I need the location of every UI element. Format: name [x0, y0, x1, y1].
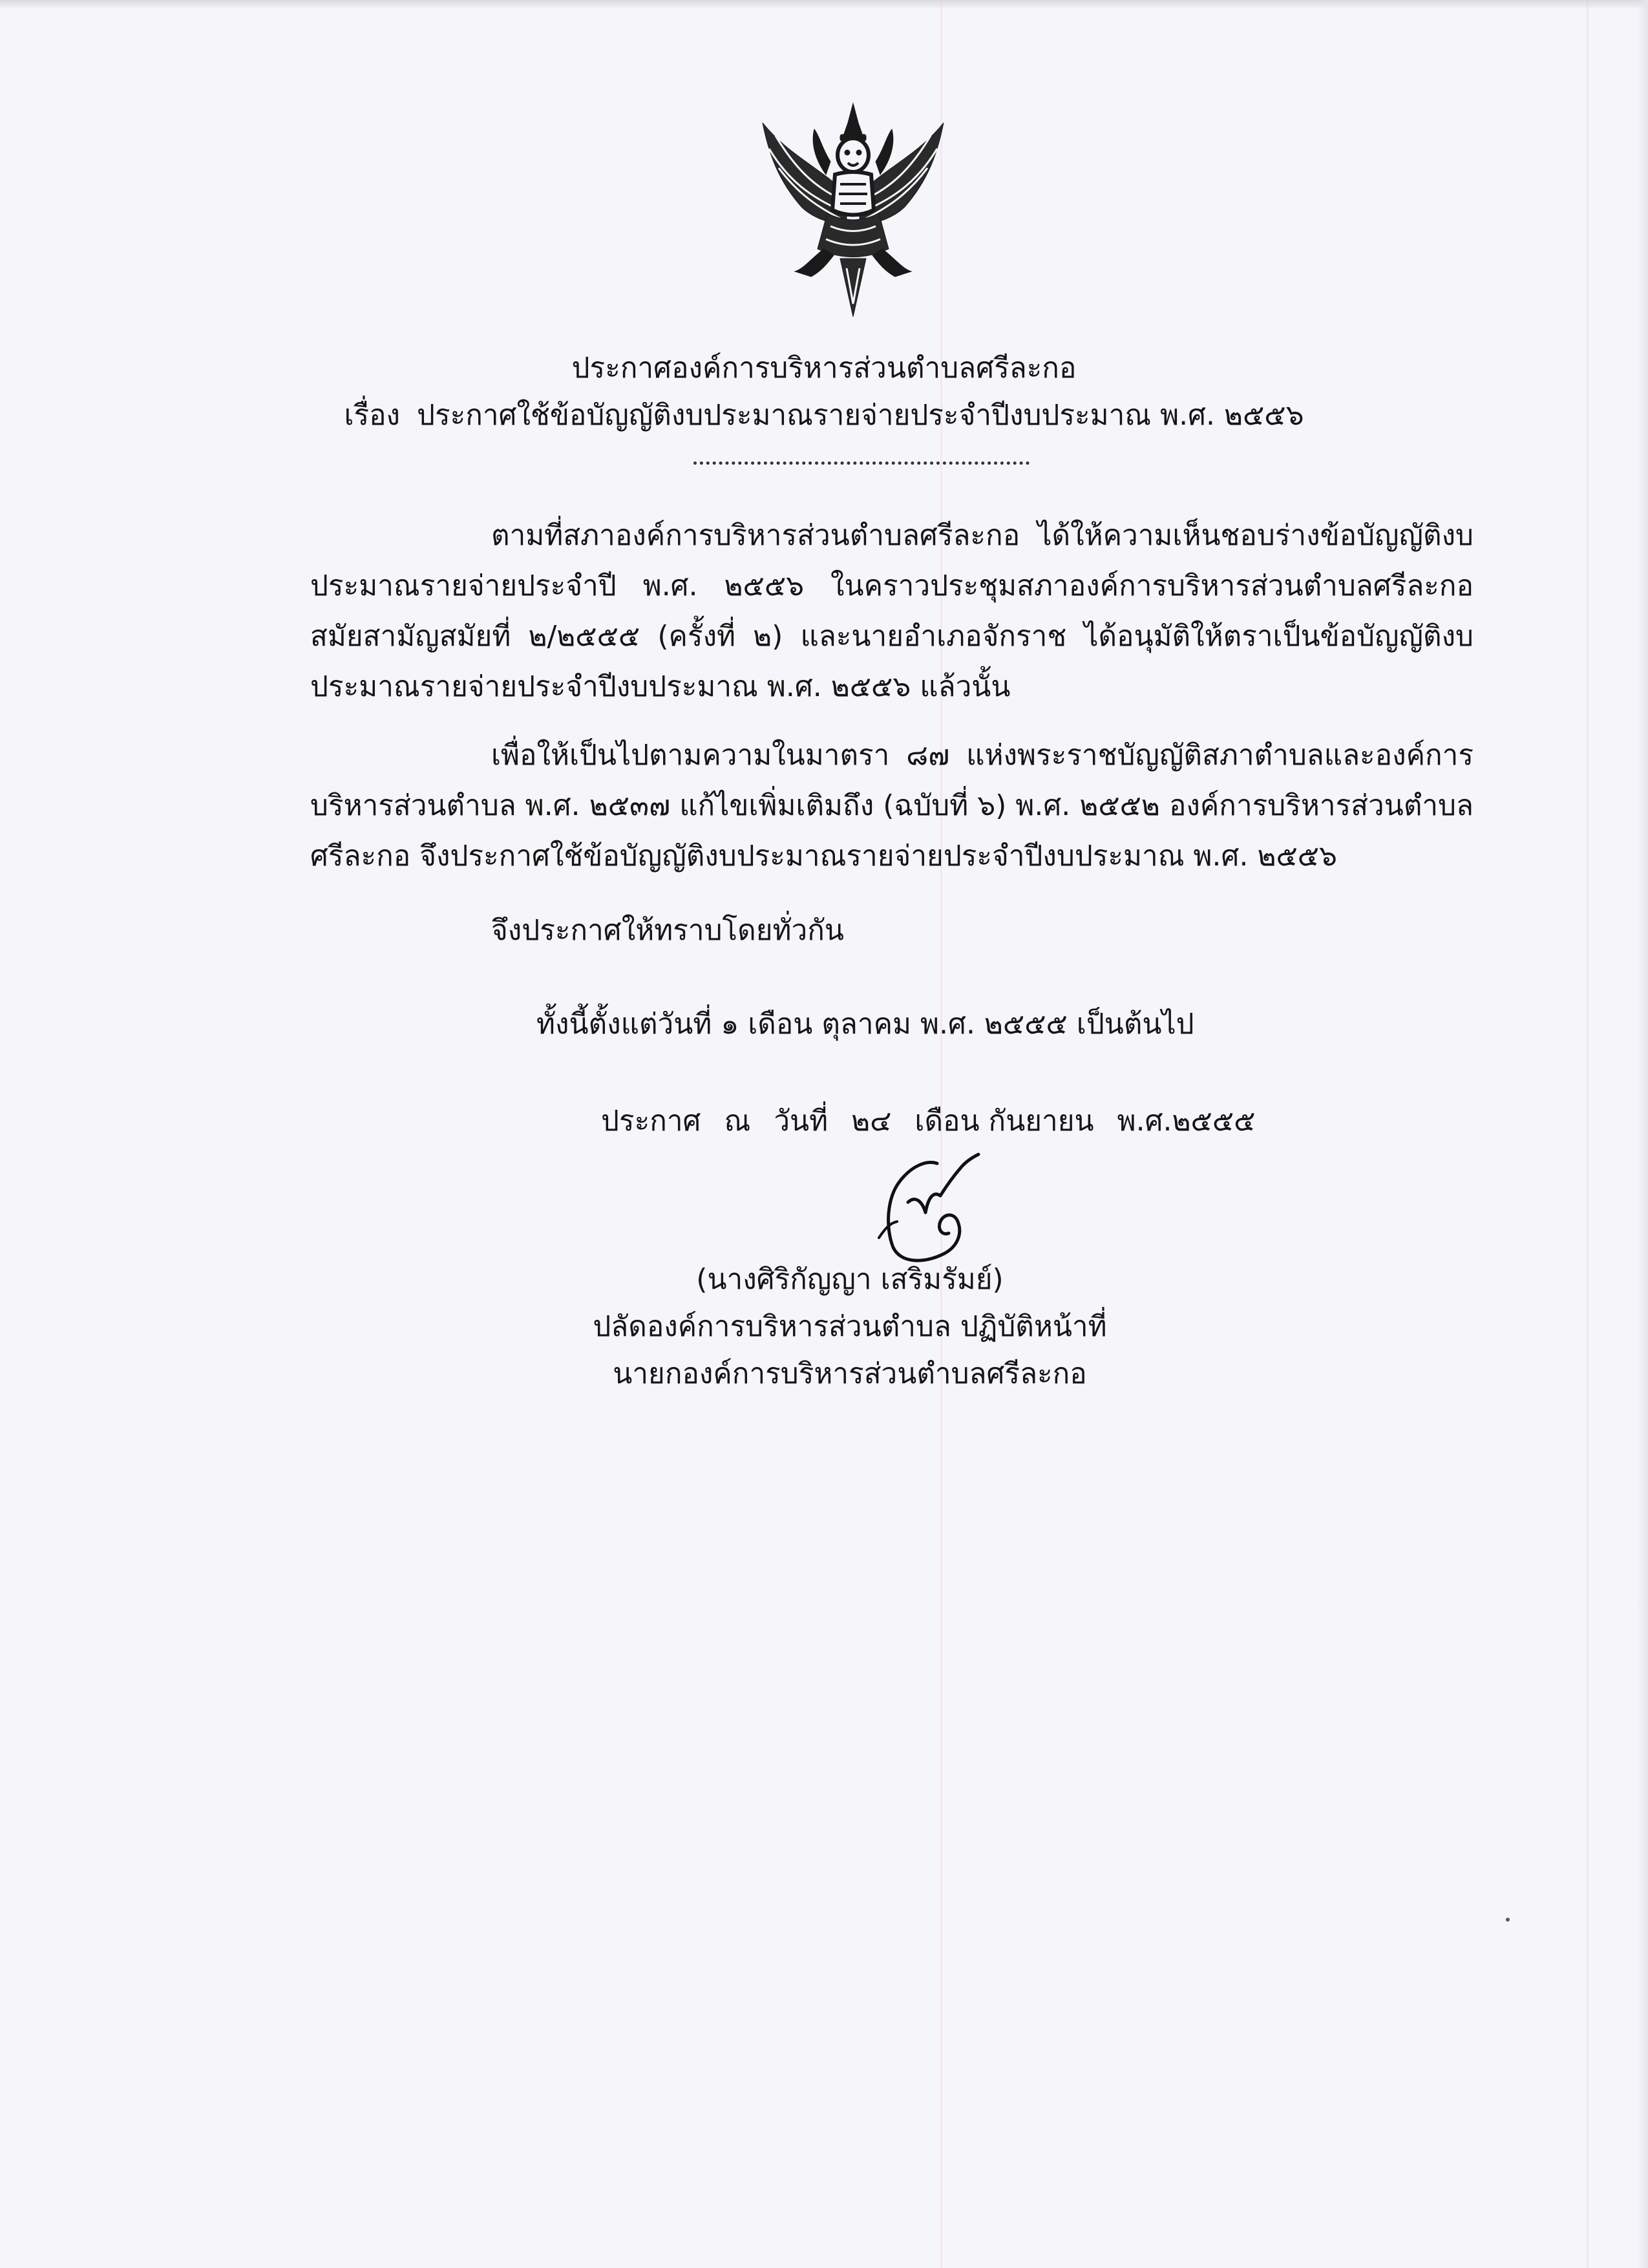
- scan-edge-top: [0, 0, 1648, 9]
- scan-speck: [1506, 1918, 1510, 1922]
- date-prefix: ประกาศ: [601, 1105, 701, 1138]
- body-paragraph-2: [310, 730, 1474, 882]
- date-year: พ.ศ.๒๕๕๕: [1117, 1105, 1256, 1138]
- signatory-position-2: นายกองค์การบริหารส่วนตำบลศรีละกอ: [613, 1357, 1087, 1390]
- closing-statement: จึงประกาศให้ทราบโดยทั่วกัน: [491, 914, 844, 947]
- paragraph-1-text: ตามที่สภาองค์การบริหารส่วนตำบลศรีละกอ ได้ให้ความเห็นชอบร่างข้อบัญญัติงบประมาณรายจ่ายประจำปี พ.ศ. ๒๕๕๖ ในคราวประชุมสภาองค์การบริหารส่วนตำบลศรีละกอ สมัยสามัญสมัยที่ ๒/๒๕๕๕ (ครั้งที่ ๒) และนายอำเภอจักราช ได้อนุมัติให้ตราเป็นข้อบัญญัติงบประมาณรายจ่ายประจำปีงบประมาณ พ.ศ. ๒๕๕๖ แล้วนั้น: [310, 519, 1474, 703]
- signatory-position-1: ปลัดองค์การบริหารส่วนตำบล ปฏิบัติหน้าที่: [593, 1310, 1107, 1343]
- scan-edge-right: [1636, 0, 1648, 2268]
- dotted-separator: [693, 452, 1030, 465]
- date-day: ๒๔: [851, 1105, 892, 1138]
- garuda-emblem-icon: [750, 97, 956, 323]
- signatory-name: (นางศิริกัญญา เสริมรัมย์): [696, 1263, 1004, 1296]
- scan-streak: [1587, 0, 1589, 2268]
- date-month-label: เดือน: [914, 1105, 980, 1138]
- body-paragraph-1: [310, 511, 1474, 712]
- subject-label: เรื่อง: [344, 399, 401, 432]
- date-at: ณ: [724, 1105, 751, 1138]
- effective-date: ทั้งนี้ตั้งแต่วันที่ ๑ เดือน ตุลาคม พ.ศ. ๒๕๕๕ เป็นต้นไป: [536, 1008, 1194, 1041]
- subject-text: ประกาศใช้ข้อบัญญัติงบประมาณรายจ่ายประจำปีงบประมาณ พ.ศ. ๒๕๕๖: [417, 399, 1304, 432]
- announcement-title: ประกาศองค์การบริหารส่วนตำบลศรีละกอ: [571, 352, 1077, 385]
- paragraph-2-text: เพื่อให้เป็นไปตามความในมาตรา ๘๗ แห่งพระราชบัญญัติสภาตำบลและองค์การบริหารส่วนตำบล พ.ศ. ๒๕๓๗ แก้ไขเพิ่มเติมถึง (ฉบับที่ ๖) พ.ศ. ๒๕๕๒ องค์การบริหารส่วนตำบลศรีละกอ จึงประกาศใช้ข้อบัญญัติงบประมาณรายจ่ายประจำปีงบประมาณ พ.ศ. ๒๕๕๖: [310, 739, 1474, 873]
- date-month: กันยายน: [988, 1105, 1094, 1138]
- subject-line: [0, 396, 1648, 435]
- handwritten-signature-icon: [840, 1131, 1008, 1280]
- date-day-label: วันที่: [774, 1105, 829, 1138]
